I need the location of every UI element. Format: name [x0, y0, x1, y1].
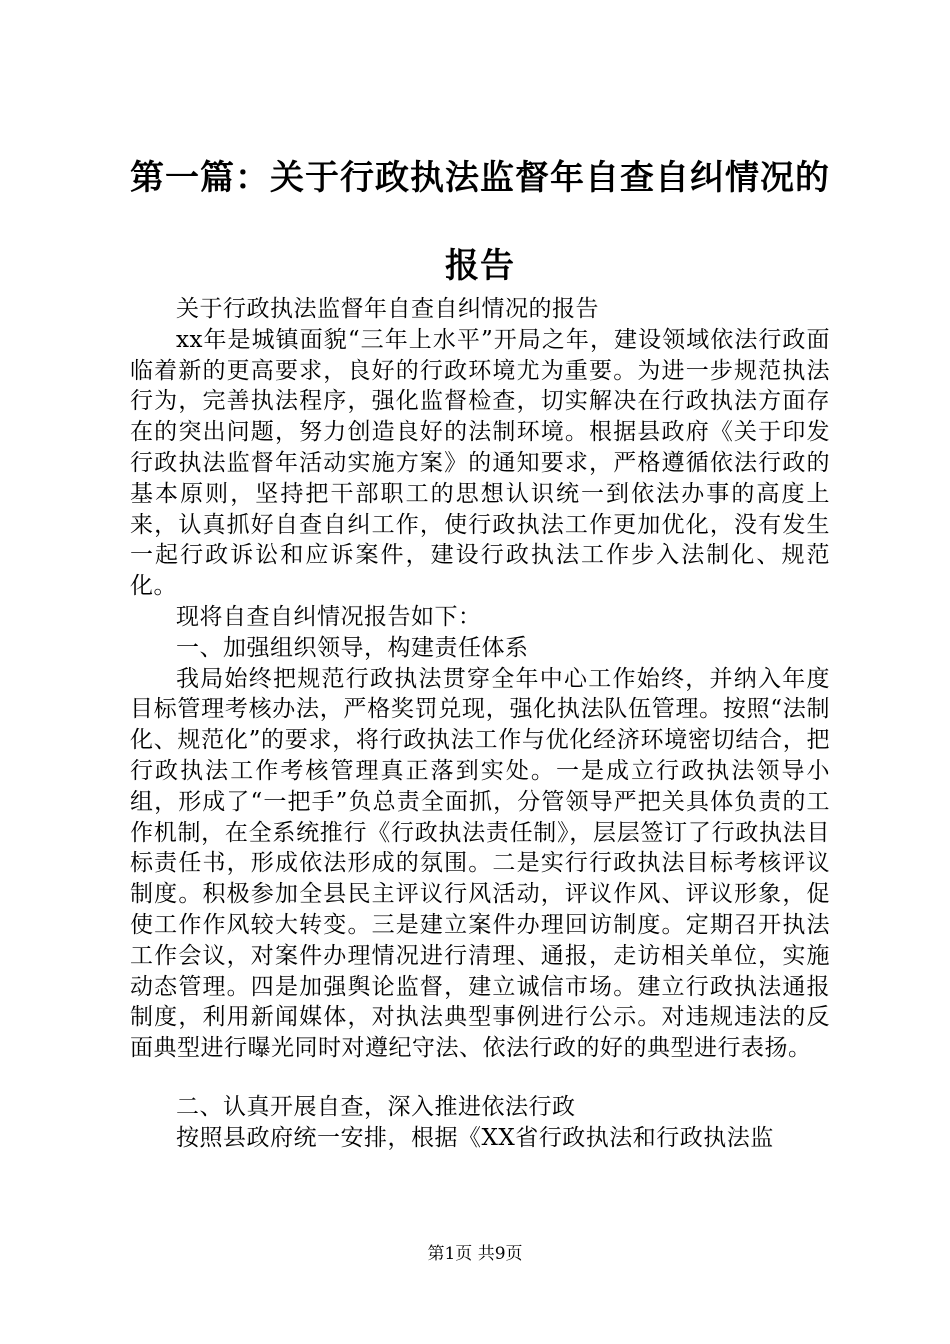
section-heading-1: 一、加强组织领导，构建责任体系: [176, 634, 529, 661]
document-body: [130, 294, 830, 1154]
section-heading-2: 二、认真开展自查，深入推进依法行政: [176, 1093, 576, 1120]
body-paragraph-section-2: 按照县政府统一安排，根据《XX省行政执法和行政执法监: [176, 1124, 774, 1151]
page-number-footer: 第1页 共9页: [427, 1244, 523, 1264]
body-paragraph-report-lead: 现将自查自纠情况报告如下：: [176, 603, 482, 630]
document-title-line-1: 第一篇：关于行政执法监督年自查自纠情况的: [130, 158, 830, 198]
body-paragraph-intro: xx年是城镇面貌“三年上水平”开局之年，建设领域依法行政面临着新的更高要求，良好的行政环境尤为重要。为进一步规范执法行为，完善执法程序，强化监督检查，切实解决在行政执法方面存在的突出问题，努力创造良好的法制环境。根据县政府《关于印发行政执法监督年活动实施方案》的通知要求，严格遵循依法行政的基本原则，坚持把干部职工的思想认识统一到依法办事的高度上来，认真抓好自查自纠工作，使行政执法工作更加优化，没有发生一起行政诉讼和应诉案件，建设行政执法工作步入法制化、规范化。: [130, 326, 830, 600]
body-paragraph-section-1: 我局始终把规范行政执法贯穿全年中心工作始终，并纳入年度目标管理考核办法，严格奖罚兑现，强化执法队伍管理。按照“法制化、规范化”的要求，将行政执法工作与优化经济环境密切结合，把行政执法工作考核管理真正落到实处。一是成立行政执法领导小组，形成了“一把手”负总责全面抓，分管领导严把关具体负责的工作机制，在全系统推行《行政执法责任制》，层层签订了行政执法目标责任书，形成依法形成的氛围。二是实行行政执法目标考核评议制度。积极参加全县民主评议行风活动，评议作风、评议形象，促使工作作风较大转变。三是建立案件办理回访制度。定期召开执法工作会议，对案件办理情况进行清理、通报，走访相关单位，实施动态管理。四是加强舆论监督，建立诚信市场。建立行政执法通报制度，利用新闻媒体，对执法典型事例进行公示。对违规违法的反面典型进行曝光同时对遵纪守法、依法行政的好的典型进行表扬。: [130, 665, 830, 1062]
body-paragraph-subtitle: 关于行政执法监督年自查自纠情况的报告: [176, 296, 599, 322]
document-title-line-2: 报告: [445, 246, 515, 286]
